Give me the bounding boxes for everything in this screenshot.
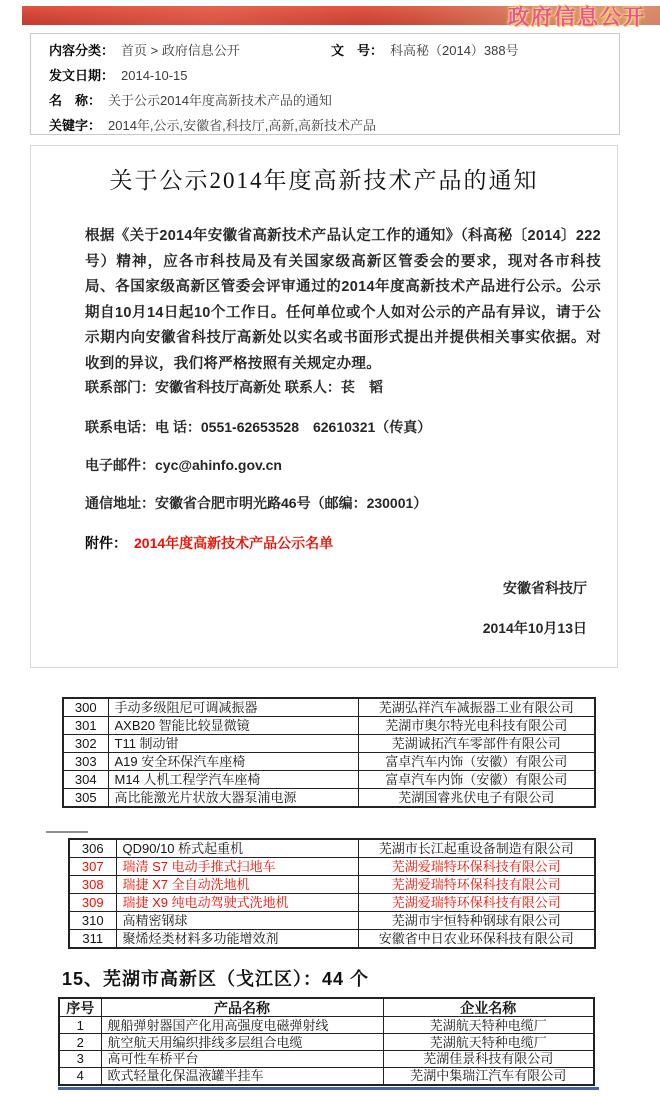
signature-agency: 安徽省科技厅 (503, 580, 587, 596)
company-name: 富卓汽车内饰（安徽）有限公司 (358, 752, 595, 770)
product-name: 欧式轻量化保温液罐半挂车 (101, 1067, 383, 1085)
company-name: 芜湖爱瑞特环保科技有限公司 (358, 876, 595, 894)
table-row (69, 839, 595, 858)
header-product: 产品名称 (101, 998, 383, 1017)
product-name: 瑞清 S7 电动手推式扫地车 (116, 858, 358, 876)
table-row (59, 1067, 594, 1085)
product-name: 高比能激光片状放大器泵浦电源 (108, 788, 358, 807)
breadcrumb[interactable]: 首页 > 政府信息公开 (121, 43, 240, 58)
doc-name-value: 关于公示2014年度高新技术产品的通知 (108, 93, 332, 108)
meta-row-keywords (49, 118, 376, 134)
table-row (63, 770, 595, 788)
table-row (59, 1034, 594, 1051)
table-row-highlighted (69, 858, 595, 876)
row-number: 309 (69, 893, 116, 911)
product-name: A19 安全环保汽车座椅 (108, 752, 358, 770)
district-product-table (58, 997, 595, 1086)
product-name: 瑞捷 X7 全自动洗地机 (116, 876, 358, 894)
table-row (63, 717, 595, 735)
contact-phone: 联系电话：电 话：0551-62653528 62610321（传真） (85, 419, 432, 435)
contact-email: 电子邮件：cyc@ahinfo.gov.cn (85, 457, 282, 473)
product-name: QD90/10 桥式起重机 (116, 839, 358, 858)
company-name: 芜湖诚拓汽车零部件有限公司 (358, 735, 595, 753)
company-name: 富卓汽车内饰（安徽）有限公司 (358, 770, 595, 788)
table-row (63, 788, 595, 807)
contact-address: 通信地址：安徽省合肥市明光路46号（邮编：230001） (85, 495, 428, 511)
meta-box (30, 33, 620, 135)
row-number: 2 (59, 1034, 101, 1051)
row-number: 303 (63, 752, 108, 770)
company-name: 芜湖市宇恒特种钢球有限公司 (358, 911, 595, 929)
row-number: 308 (69, 876, 116, 894)
scan-artifact-line (46, 831, 88, 833)
product-name: 舰船弹射器国产化用高强度电磁弹射线 (101, 1017, 383, 1034)
company-name: 安徽省中日农业环保科技有限公司 (358, 929, 595, 948)
signature-date: 2014年10月13日 (482, 620, 587, 636)
product-table-300s (62, 697, 596, 808)
row-number: 305 (63, 788, 108, 807)
contact-department: 联系部门：安徽省科技厅高新处 联系人：苌 韬 (85, 379, 383, 395)
table-header-row (59, 998, 594, 1017)
notice-title: 关于公示2014年度高新技术产品的通知 (109, 168, 539, 193)
table-row (63, 735, 595, 753)
product-name: T11 制动钳 (108, 735, 358, 753)
product-name: M14 人机工程学汽车座椅 (108, 770, 358, 788)
row-number: 3 (59, 1051, 101, 1068)
company-name: 芜湖市长江起重设备制造有限公司 (358, 839, 595, 858)
table-row (63, 698, 595, 717)
company-name: 芜湖佳景科技有限公司 (383, 1051, 594, 1068)
product-name: 高可性车桥平台 (101, 1051, 383, 1068)
issue-date-value: 2014-10-15 (121, 68, 188, 83)
table-row (63, 752, 595, 770)
bottom-rule (58, 1087, 599, 1090)
meta-row-category (49, 43, 240, 59)
row-number: 306 (69, 839, 116, 858)
category-label: 内容分类： (49, 43, 115, 58)
product-name: 聚烯烃类材料多功能增效剂 (116, 929, 358, 948)
product-name: 航空航天用编织排线多层组合电缆 (101, 1034, 383, 1051)
meta-row-date (49, 68, 188, 84)
row-number: 310 (69, 911, 116, 929)
company-name: 芜湖弘祥汽车减振器工业有限公司 (358, 698, 595, 717)
table-row (59, 1017, 594, 1034)
row-number: 304 (63, 770, 108, 788)
company-name: 芜湖爱瑞特环保科技有限公司 (358, 858, 595, 876)
table-row (69, 911, 595, 929)
meta-row-doc-number (331, 43, 519, 59)
row-number: 4 (59, 1067, 101, 1085)
company-name: 芜湖航天特种电缆厂 (383, 1034, 594, 1051)
row-number: 311 (69, 929, 116, 948)
keywords-label: 关键字： (49, 118, 102, 133)
row-number: 301 (63, 717, 108, 735)
company-name: 芜湖市奥尔特光电科技有限公司 (358, 717, 595, 735)
top-banner (22, 6, 660, 29)
table-row-highlighted (69, 876, 595, 894)
doc-name-label: 名 称： (49, 93, 102, 108)
product-table-306s (68, 838, 596, 949)
table-row (59, 1051, 594, 1068)
attachment-label: 附件： (85, 535, 127, 551)
company-name: 芜湖航天特种电缆厂 (383, 1017, 594, 1034)
product-name: 手动多级阻尼可调减振器 (108, 698, 358, 717)
notice-body: 根据《关于2014年安徽省高新技术产品认定工作的通知》（科高秘〔2014〕222号）精神，应各市科技局及有关国家级高新区管委会的要求，现对各市科技局、各国家级高新区管委会评审通过的2014年度高新技术产品进行公示。公示期自10月14日起10个工作日。任何单位或个人如对公示的产品有异议，请于公示期内向安徽省科技厅高新处以实名或书面形式提出并提供相关事实依据。对收到的异议，我们将严格按照有关规定办理。 (85, 228, 602, 372)
row-number: 1 (59, 1017, 101, 1034)
header-number: 序号 (59, 998, 101, 1017)
attachment-line (85, 533, 333, 553)
banner-title: 政府信息公开 (508, 6, 646, 29)
row-number: 302 (63, 735, 108, 753)
notice-document (30, 145, 618, 668)
product-name: 瑞捷 X9 纯电动驾驶式洗地机 (116, 893, 358, 911)
company-name: 芜湖爱瑞特环保科技有限公司 (358, 893, 595, 911)
meta-row-name (49, 93, 332, 109)
section-heading-district-15: 15、芜湖市高新区（戈江区）：44 个 (62, 969, 370, 989)
product-name: AXB20 智能比较显微镜 (108, 717, 358, 735)
header-company: 企业名称 (383, 998, 594, 1017)
table-row (69, 929, 595, 948)
attachment-link[interactable]: 2014年度高新技术产品公示名单 (134, 535, 334, 551)
doc-number-label: 文 号： (331, 43, 384, 58)
issue-date-label: 发文日期： (49, 68, 115, 83)
product-name: 高精密钢球 (116, 911, 358, 929)
table-row-highlighted (69, 893, 595, 911)
keywords-value: 2014年,公示,安徽省,科技厅,高新,高新技术产品 (108, 118, 376, 133)
doc-number-value: 科高秘（2014）388号 (390, 43, 519, 58)
company-name: 芜湖中集瑞江汽车有限公司 (383, 1067, 594, 1085)
row-number: 300 (63, 698, 108, 717)
company-name: 芜湖国睿兆伏电子有限公司 (358, 788, 595, 807)
row-number: 307 (69, 858, 116, 876)
